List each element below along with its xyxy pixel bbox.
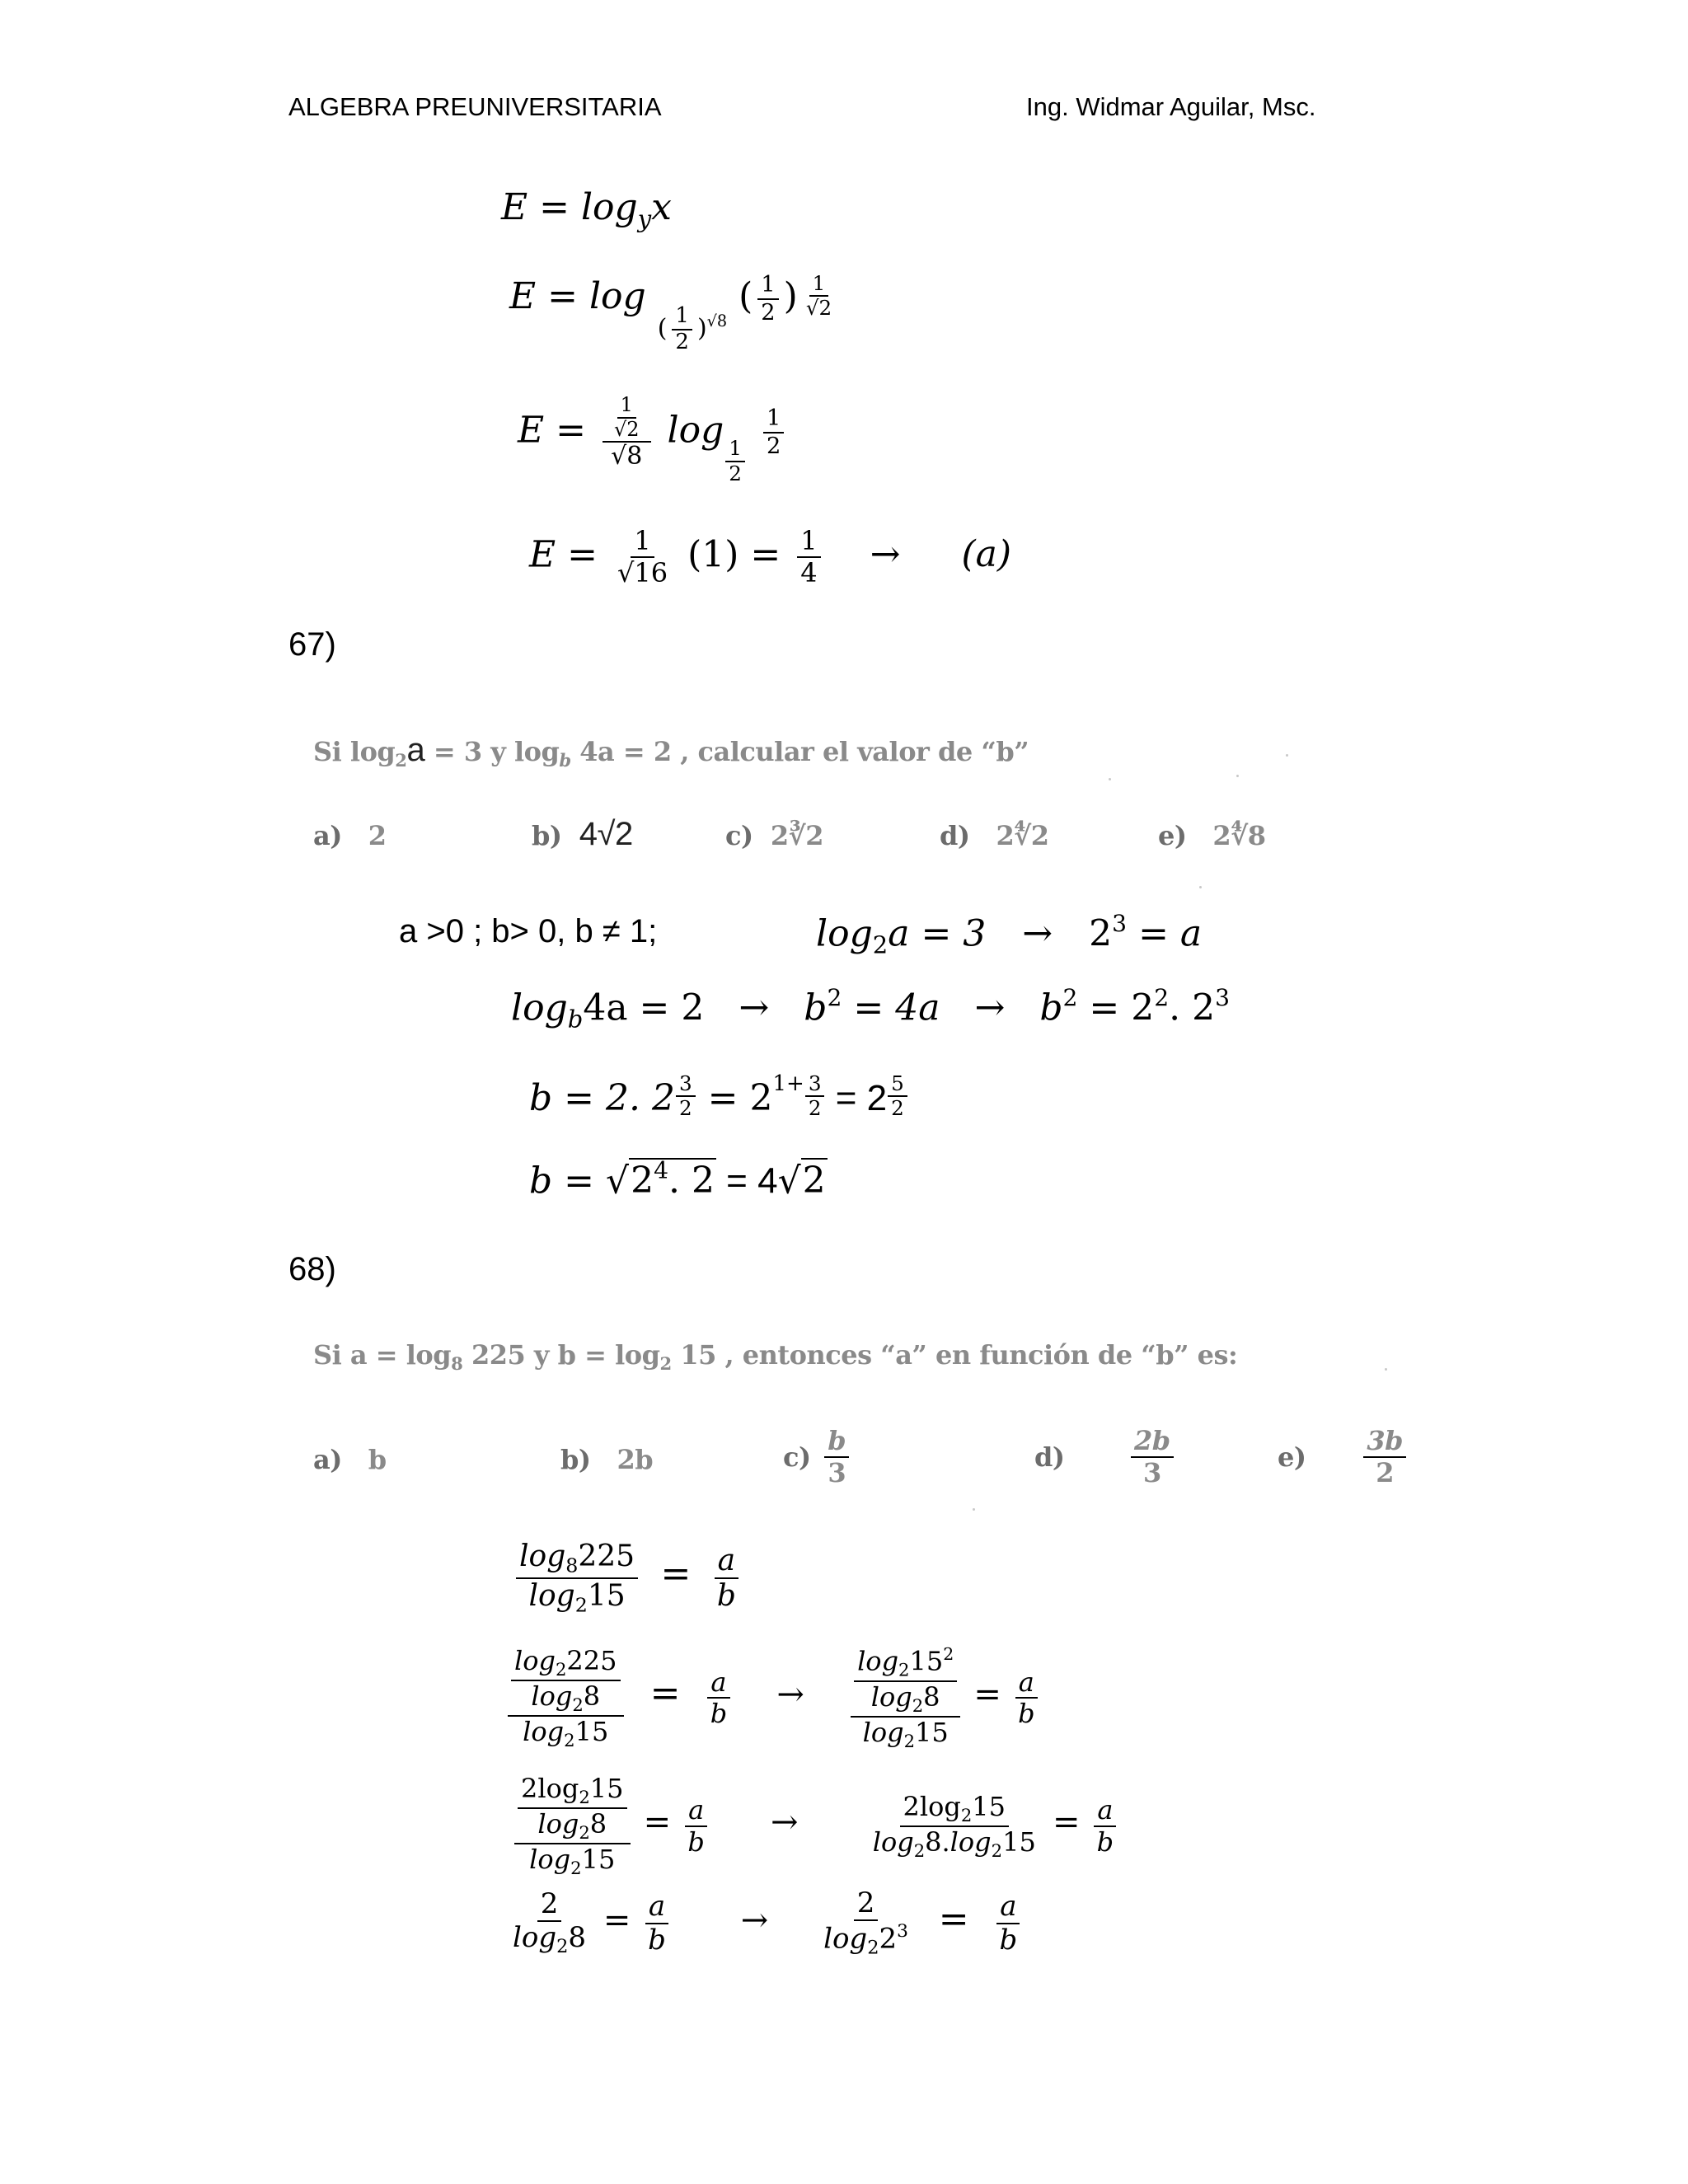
q68-option-d: d) $\frac{2b}{3}$: [1034, 1426, 1179, 1488]
q67-sol-line3: b = 2. 2 $\frac{3}{2}$ = $2^{1+}$ $\frac{3}{2}$ = 2 $\frac{5}{2}$: [529, 1071, 908, 1121]
scan-speck: [1109, 778, 1111, 780]
q68-option-a: a) b: [313, 1444, 387, 1475]
q67-conditions: a >0 ; b> 0, b ≠ 1;: [399, 913, 658, 949]
scan-speck: [1385, 1368, 1387, 1371]
q67-statement: Si $\log_2a = 3$ y $\log_b 4a = 2$ , calcular el valor de “b”: [313, 732, 1029, 771]
q67-sol-line2: $\log_b4a = 2 \to b^2 = 4a \to b^2 = 2^2$. $2^3$: [511, 984, 1231, 1033]
q68-sol-line3: $\frac{\frac{2\log_215}{\log_28}}{\log_215}$ = $\frac{a}{b}$ → $\frac{2\log_215}{\log_28.\log_215}$ = $\frac{a}{b}$: [509, 1774, 1122, 1878]
p66-line4: E = $\frac{1}{√16}$ (1) = $\frac{1}{4}$ → (a): [529, 525, 1012, 588]
header-left: ALGEBRA PREUNIVERSITARIA: [288, 92, 662, 121]
q67-option-b: b) 4√2: [532, 816, 633, 852]
q67-option-c: c) 2∛2: [725, 820, 823, 851]
scan-speck: [1286, 754, 1288, 757]
q67-option-d: d) 2∜2: [940, 820, 1049, 851]
p66-line3: E = $\frac{\frac{1}{√2}}{√8}$ log $\frac{1}{2}$ $\frac{1}{2}$: [518, 394, 789, 485]
q67-option-e: e) 2∜8: [1158, 820, 1266, 851]
q68-sol-line1: $\frac{\log_8225}{\log_215}$ = $\frac{a}{b}$: [511, 1540, 744, 1617]
q68-option-b: b) 2b: [560, 1444, 654, 1475]
header-right: Ing. Widmar Aguilar, Msc.: [1026, 92, 1316, 121]
q68-sol-line4: $\frac{2}{\log_28}$ = $\frac{a}{b}$ → $\frac{2}{\log_22^3}$ = $\frac{a}{b}$: [504, 1887, 1025, 1960]
question-number-68: 68): [288, 1251, 336, 1287]
q67-sol-line4: $b = √2^4$. 2 = 4√2: [529, 1157, 826, 1202]
q68-option-e: e) $\frac{3b}{2}$: [1278, 1426, 1411, 1488]
p66-line2: E = log ( $\frac{1}{2}$ )$^{√8}$ ( $\frac{1}{2}$ ) $\frac{1}{√2}$: [509, 271, 832, 354]
scan-speck: [1199, 886, 1202, 888]
q68-option-c: c) $\frac{b}{3}$: [783, 1426, 854, 1488]
q68-statement: Si $a = \log_8 225$ y $b = \log_2 15$ , entonces “a” en función de “b” es:: [313, 1339, 1238, 1374]
p66-line1: $E = \log_yx$: [501, 186, 672, 233]
scan-speck: [1236, 775, 1239, 777]
q67-option-a: a) 2: [313, 820, 387, 851]
q68-sol-line2: $\frac{\frac{\log_2225}{\log_28}}{\log_215}$ = $\frac{a}{b}$ → $\frac{\frac{\log_215^2}{\log_28}}{\log_215}$ = $\frac{a}{b}$: [503, 1645, 1043, 1751]
question-number-67: 67): [288, 626, 336, 663]
q67-sol-line1: $\log_2a = 3 \to 2^3 = a$: [816, 910, 1203, 959]
scan-speck: [973, 1508, 975, 1511]
